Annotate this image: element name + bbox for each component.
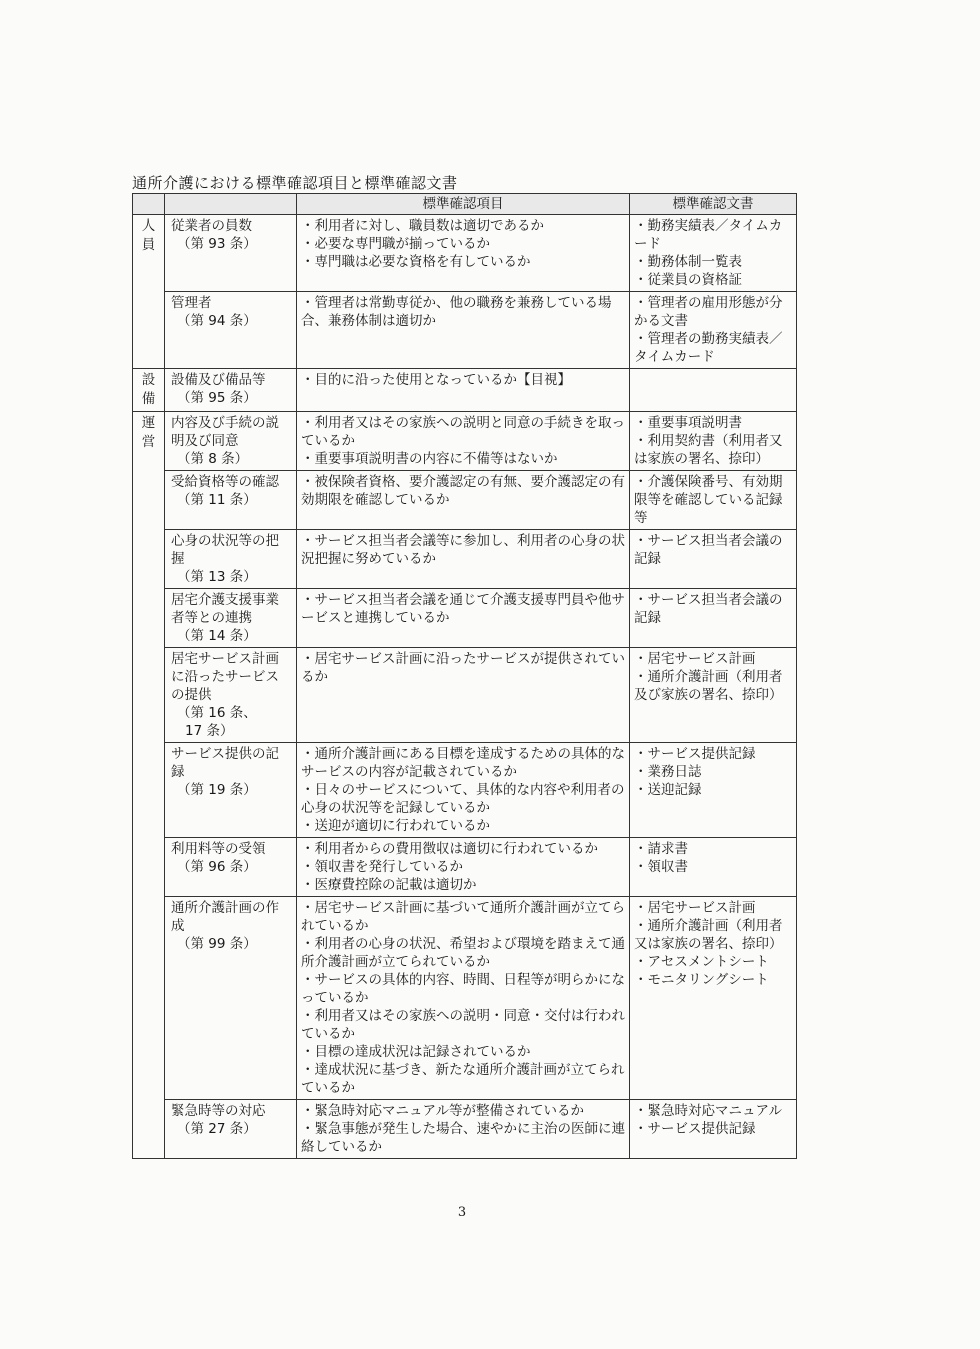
check-items-cell [297,369,630,412]
check-document: ・モニタリングシート [634,972,769,988]
check-item: ・利用者又はその家族への説明・同意・交付は行われているか [301,1008,625,1042]
item-article: （第 8 条） [177,451,249,467]
item-name: 従業者の員数 [171,218,252,234]
check-items-cell [297,589,630,648]
category-char: 設 [141,372,156,388]
header-category [133,194,165,215]
check-documents-cell [630,369,797,412]
item-article: （第 19 条） [177,782,257,798]
check-document: ・領収書 [634,859,688,875]
check-items-cell [297,1100,630,1159]
check-documents-cell [630,648,797,743]
check-documents-cell [630,838,797,897]
table-row [133,648,797,743]
item-name: 内容及び手続の説明及び同意 [171,415,279,449]
check-item: ・医療費控除の記載は適切か [301,877,477,893]
check-item: ・被保険者資格、要介護認定の有無、要介護認定の有効期限を確認しているか [301,474,625,508]
table-row [133,838,797,897]
item-article: （第 13 条） [177,569,257,585]
check-document: ・管理者の雇用形態が分かる文書 [634,295,783,329]
check-items-cell [297,648,630,743]
item-name: 管理者 [171,295,212,311]
check-document: ・アセスメントシート [634,954,769,970]
check-document: ・利用契約書（利用者又は家族の署名、捺印） [634,433,783,467]
table-row [133,589,797,648]
check-item: ・送迎が適切に行われているか [301,818,490,834]
check-items-cell [297,292,630,369]
item-name: サービス提供の記録 [171,746,279,780]
item-article: （第 93 条） [177,236,257,252]
check-item: ・達成状況に基づき、新たな通所介護計画が立てられているか [301,1062,625,1096]
item-name: 受給資格等の確認 [171,474,279,490]
table-row [133,1100,797,1159]
item-name: 通所介護計画の作成 [171,900,279,934]
check-documents-cell [630,215,797,292]
check-item: ・サービスの具体的内容、時間、日程等が明らかになっているか [301,972,625,1006]
page-number: 3 [457,1205,467,1220]
check-item: ・緊急時対応マニュアル等が整備されているか [301,1103,584,1119]
item-article: 17 条） [185,723,234,739]
page-title: 通所介護における標準確認項目と標準確認文書 [132,174,458,192]
check-document: ・勤務実績表／タイムカード [634,218,783,252]
category-char: 備 [141,391,156,407]
category-char: 人 [141,218,156,234]
check-item: ・居宅サービス計画に沿ったサービスが提供されているか [301,651,625,685]
standard-check-table [132,193,797,1159]
category-char: 員 [141,237,156,253]
check-document: ・請求書 [634,841,688,857]
item-name: 居宅介護支援事業者等との連携 [171,592,279,626]
item-name: 居宅サービス計画に沿ったサービスの提供 [171,651,279,703]
check-documents-cell [630,471,797,530]
item-name-cell [165,530,297,589]
item-name-cell [165,471,297,530]
header-check-items: 標準確認項目 [297,194,630,215]
check-document: ・管理者の勤務実績表／タイムカード [634,331,783,365]
check-items-cell [297,897,630,1100]
check-item: ・利用者からの費用徴収は適切に行われているか [301,841,598,857]
item-name-cell [165,589,297,648]
check-documents-cell [630,292,797,369]
check-document: ・介護保険番号、有効期限等を確認している記録等 [634,474,783,526]
check-documents-cell [630,743,797,838]
item-name-cell [165,838,297,897]
check-item: ・サービス担当者会議を通じて介護支援専門員や他サービスと連携しているか [301,592,625,626]
table-row [133,897,797,1100]
item-article: （第 95 条） [177,390,257,406]
check-items-cell [297,743,630,838]
item-article: （第 99 条） [177,936,257,952]
category-char: 営 [141,434,156,450]
category-cell [133,412,165,1159]
header-item [165,194,297,215]
check-document: ・送迎記録 [634,782,702,798]
item-name-cell [165,1100,297,1159]
item-name: 心身の状況等の把握 [171,533,279,567]
item-article: （第 14 条） [177,628,257,644]
check-item: ・目的に沿った使用となっているか【目視】 [301,372,571,388]
check-document: ・重要事項説明書 [634,415,742,431]
item-name-cell [165,369,297,412]
check-document: ・従業員の資格証 [634,272,742,288]
header-check-documents: 標準確認文書 [630,194,797,215]
check-document: ・サービス提供記録 [634,1121,756,1137]
item-name-cell [165,412,297,471]
check-document: ・勤務体制一覧表 [634,254,742,270]
table-row [133,412,797,471]
item-name-cell [165,648,297,743]
check-item: ・緊急事態が発生した場合、速やかに主治の医師に連絡しているか [301,1121,625,1155]
check-item: ・領収書を発行しているか [301,859,463,875]
check-documents-cell [630,589,797,648]
table-row [133,743,797,838]
item-name: 設備及び備品等 [171,372,266,388]
check-item: ・利用者の心身の状況、希望および環境を踏まえて通所介護計画が立てられているか [301,936,625,970]
check-document: ・サービス担当者会議の記録 [634,533,783,567]
table-row [133,471,797,530]
check-documents-cell [630,412,797,471]
check-items-cell [297,215,630,292]
check-items-cell [297,471,630,530]
check-document: ・通所介護計画（利用者又は家族の署名、捺印） [634,918,783,952]
item-name: 緊急時等の対応 [171,1103,266,1119]
item-article: （第 16 条、 [177,705,257,721]
check-item: ・日々のサービスについて、具体的な内容や利用者の心身の状況等を記録しているか [301,782,625,816]
item-name: 利用料等の受領 [171,841,266,857]
check-item: ・サービス担当者会議等に参加し、利用者の心身の状況把握に努めているか [301,533,625,567]
table-row [133,215,797,292]
check-item: ・専門職は必要な資格を有しているか [301,254,531,270]
check-item: ・必要な専門職が揃っているか [301,236,490,252]
item-article: （第 94 条） [177,313,257,329]
item-name-cell [165,897,297,1100]
check-item: ・利用者又はその家族への説明と同意の手続きを取っているか [301,415,625,449]
check-item: ・通所介護計画にある目標を達成するための具体的なサービスの内容が記載されているか [301,746,625,780]
check-items-cell [297,530,630,589]
item-article: （第 27 条） [177,1121,257,1137]
check-document: ・業務日誌 [634,764,702,780]
check-documents-cell [630,530,797,589]
check-document: ・居宅サービス計画 [634,651,756,667]
check-item: ・利用者に対し、職員数は適切であるか [301,218,544,234]
check-document: ・居宅サービス計画 [634,900,756,916]
check-item: ・重要事項説明書の内容に不備等はないか [301,451,558,467]
item-name-cell [165,292,297,369]
check-item: ・管理者は常勤専従か、他の職務を兼務している場合、兼務体制は適切か [301,295,612,329]
check-item: ・居宅サービス計画に基づいて通所介護計画が立てられているか [301,900,625,934]
item-article: （第 96 条） [177,859,257,875]
check-documents-cell [630,897,797,1100]
item-name-cell [165,215,297,292]
check-items-cell [297,412,630,471]
table-row [133,292,797,369]
category-cell [133,215,165,369]
check-document: ・通所介護計画（利用者及び家族の署名、捺印） [634,669,783,703]
table-header-row [133,194,797,215]
category-cell [133,369,165,412]
check-document: ・サービス提供記録 [634,746,756,762]
category-char: 運 [141,415,156,431]
check-items-cell [297,838,630,897]
check-document: ・緊急時対応マニュアル [634,1103,782,1119]
item-article: （第 11 条） [177,492,257,508]
check-item: ・目標の達成状況は記録されているか [301,1044,531,1060]
check-document: ・サービス担当者会議の記録 [634,592,783,626]
check-documents-cell [630,1100,797,1159]
item-name-cell [165,743,297,838]
table-row [133,530,797,589]
table-row [133,369,797,412]
